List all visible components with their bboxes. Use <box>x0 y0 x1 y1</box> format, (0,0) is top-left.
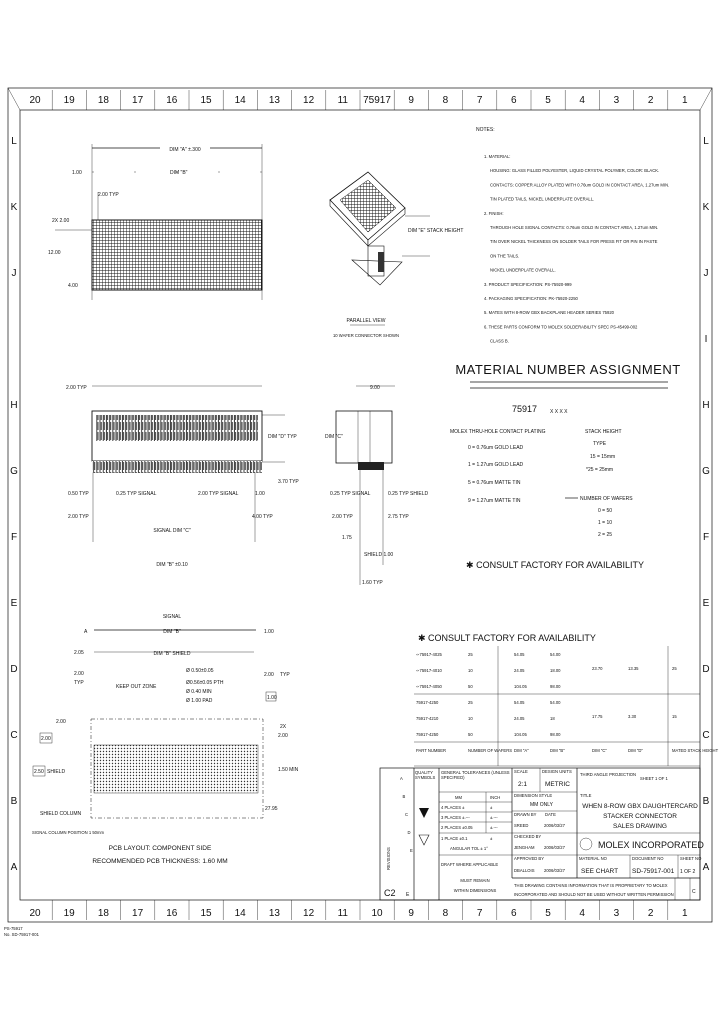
height-mid: 12.00 <box>48 250 61 256</box>
zone-row-label: H <box>10 400 18 411</box>
mna-wafers-header: NUMBER OF WAFERS <box>580 496 633 502</box>
tol-val: ± <box>490 836 493 841</box>
iso-subtitle: 10 WAFER CONNECTOR SHOWN <box>332 333 400 338</box>
hole-spec: Ø 1.00 PAD <box>186 698 213 704</box>
zone-columns-top <box>29 90 688 110</box>
mna-left-option: 1 = 1.27um GOLD LEAD <box>468 462 524 468</box>
mna-left-option: 0 = 0.76um GOLD LEAD <box>468 445 524 451</box>
note-line: 6. THESE PARTS CONFORM TO MOLEX SOLDERABILITY SPEC PS-45499-002 <box>484 324 638 330</box>
mna-left-option: 5 = 0.76um MATTE TIN <box>468 480 521 486</box>
tol-row: 4 PLACES ± <box>441 805 465 810</box>
note-line: TIN OVER NICKEL THICKNESS ON SOLDER TAILS FOR PRESS FIT OR PIN IN PASTE <box>490 239 658 245</box>
zone-column-label: 17 <box>132 95 144 106</box>
zone-column-label: 19 <box>63 95 75 106</box>
pcb-pos-label: 27.95 <box>265 806 278 812</box>
company: MOLEX INCORPORATED <box>598 840 704 850</box>
zone-row-label: E <box>10 598 18 609</box>
approved-date: 2006/03/27 <box>544 868 565 873</box>
table-cell: 75917-4210 <box>416 716 439 721</box>
zone-column-label: 15 <box>200 908 212 919</box>
table-cell: 3.30 <box>628 714 637 719</box>
pcb-signal: SIGNAL <box>162 614 182 620</box>
approved-by: DBALLOIS <box>514 868 535 873</box>
dim-left: 1.00 <box>72 170 82 176</box>
hole-spec: Ø 0.40 MIN <box>186 689 212 695</box>
note-line: 3. PRODUCT SPECIFICATION: PS-75920-999 <box>484 281 572 287</box>
mna-right-option: *25 = 25mm <box>586 467 614 473</box>
mna-right-option: 15 = 15mm <box>590 454 616 460</box>
design-units-label: DESIGN UNITS <box>542 769 572 774</box>
note-line: THROUGH HOLE SIGNAL CONTACTS: 0.76um GOLD IN CONTACT AREA, 1.27um MIN. <box>490 225 659 230</box>
pcb-right-typ: TYP <box>280 672 290 678</box>
drawn-by-label: DRAWN BY <box>514 812 537 817</box>
dim-style-label: DIMENSION STYLE <box>514 793 553 798</box>
mna-base: 75917 <box>512 404 538 414</box>
note-line: CONTACTS: COPPER ALLOY PLATED WITH 0.76um GOLD IN CONTACT AREA, 1.27um MIN. <box>490 182 670 188</box>
front-view <box>66 385 299 568</box>
note-line: NICKEL UNDERPLATE OVERALL. <box>490 267 556 273</box>
projection: THIRD ANGLE PROJECTION <box>580 772 637 777</box>
note-line: 2. FINISH: <box>484 210 504 216</box>
front-d4: 1.00 <box>255 491 265 497</box>
zone-column-label: 5 <box>545 908 551 919</box>
hole-spec: Ø0.56±0.05 PTH <box>186 680 224 686</box>
zone-column-label: 12 <box>303 95 315 106</box>
table-header: DIM "B" <box>550 748 565 753</box>
zone-column-label: 9 <box>408 95 414 106</box>
corner-note: PS-75917 <box>4 926 23 931</box>
side-s6: SHIELD 1.00 <box>364 552 394 558</box>
sheet-no: 1 OF 2 <box>680 869 696 875</box>
pcb-left-typ: TYP <box>74 680 84 686</box>
zone-row-label: E <box>702 598 710 609</box>
zone-row-label: L <box>11 136 17 147</box>
dim-b: DIM "B" <box>170 170 188 176</box>
table-cell: 13.35 <box>628 666 639 671</box>
zone-column-label: 15 <box>200 95 212 106</box>
zone-row-label: B <box>702 796 710 807</box>
zone-row-label: I <box>704 334 708 345</box>
mna-left-header: MOLEX THRU-HOLE CONTACT PLATING <box>450 429 546 435</box>
zone-column-label: 7 <box>476 908 483 919</box>
mna-wafers-option: 2 = 25 <box>598 532 613 538</box>
within-dim: WITHIN DIMENSIONS <box>453 888 497 893</box>
iso-view <box>330 172 463 338</box>
table-cell: 54.00 <box>550 652 561 657</box>
notes-title: NOTES: <box>476 127 495 133</box>
mna-right-option: TYPE <box>593 441 607 447</box>
mna-left-option: 9 = 1.27um MATTE TIN <box>468 498 521 504</box>
pitch-label: 2.00 TYP <box>98 192 119 198</box>
zone-column-label: 13 <box>268 95 280 106</box>
title-block <box>380 768 704 900</box>
revision-letter: D <box>407 830 411 835</box>
scale-label: SCALE <box>514 769 528 774</box>
mna-wafers-option: 1 = 10 <box>598 520 613 526</box>
zone-column-label: 8 <box>442 908 449 919</box>
zone-row-label: F <box>10 532 18 543</box>
zone-column-label: 1 <box>682 95 688 106</box>
table-cell: ✑75917-4010 <box>416 668 442 673</box>
pcb-box-a: 2.00 <box>41 736 51 742</box>
gen-tol-box <box>441 770 511 782</box>
gen-tol: GENERAL TOLERANCES (UNLESS SPECIFIED) <box>441 770 510 780</box>
zone-row-label: J <box>11 268 17 279</box>
note-line: TIN PLATED TAILS, NICKEL UNDERPLATE OVERALL. <box>490 196 595 202</box>
pcb-caption-2: RECOMMENDED PCB THICKNESS: 1.60 MM <box>92 858 228 865</box>
front-bottom: DIM "B" ±0.10 <box>156 562 188 568</box>
table-header: DIM "A" <box>514 748 529 753</box>
zone-row-label: G <box>10 466 18 477</box>
zone-row-label: F <box>702 532 710 543</box>
quality-symbols: QUALITY SYMBOLS <box>415 770 436 780</box>
zone-column-label: 17 <box>132 908 144 919</box>
table-cell: 75917-4250 <box>416 700 439 705</box>
quality-triangle-icon <box>419 808 429 818</box>
table-cell: 54.05 <box>514 700 525 705</box>
tol-row: 1 PLACE ±0.1 <box>441 836 468 841</box>
tol-val: ±.--- <box>490 825 498 830</box>
table-cell: 23.70 <box>592 666 603 671</box>
note-line: 5. MATES WITH 8-ROW GBX BACKPLANE HEADER SERIES 75920 <box>484 310 615 316</box>
zone-rows-right <box>702 136 710 873</box>
revision-letter: C <box>405 812 409 817</box>
checked-label: CHECKED BY <box>514 834 542 839</box>
table-consult: ✱ CONSULT FACTORY FOR AVAILABILITY <box>418 633 596 643</box>
revision-letter: B <box>402 794 406 799</box>
mna-wafers-option: 0 = 50 <box>598 508 613 514</box>
zone-row-label: B <box>10 796 18 807</box>
zone-row-label: K <box>10 202 18 213</box>
pcb-shield: SHIELD <box>47 769 66 775</box>
zone-column-label: 7 <box>476 95 483 106</box>
side-dim-top: 9.00 <box>370 385 380 391</box>
tol-row: 3 PLACES ±.--- <box>441 815 470 820</box>
front-d6: 4.00 TYP <box>252 514 273 520</box>
zone-column-label: 75917 <box>363 95 391 106</box>
table-cell: 24.05 <box>514 668 525 673</box>
drawn-date: 2006/03/27 <box>544 823 565 828</box>
zone-row-label: C <box>10 730 18 741</box>
dim-style: MM ONLY <box>530 802 553 808</box>
quality-symbols-box <box>415 770 438 782</box>
zone-column-label: 6 <box>511 95 517 106</box>
height-bottom: 4.00 <box>68 283 78 289</box>
zone-row-label: K <box>702 202 710 213</box>
note-line: 4. PACKAGING SPECIFICATION: PK-75920-2250 <box>484 296 578 301</box>
zone-column-label: 4 <box>579 908 585 919</box>
rev-id: E <box>406 892 410 898</box>
side-view <box>325 385 429 586</box>
mna-title: MATERIAL NUMBER ASSIGNMENT <box>455 362 681 377</box>
side-s7: 1.60 TYP <box>362 580 383 586</box>
sheet-rev: C2 <box>384 888 396 898</box>
pcb-box-b: 2.00 <box>56 719 66 725</box>
quality-triangle-outline-icon <box>419 835 429 845</box>
part-table <box>414 633 719 766</box>
pcb-dim-top: DIM "B" <box>163 629 181 635</box>
zone-row-label: D <box>10 664 18 675</box>
row-pitch: 2X 2.00 <box>52 218 70 224</box>
table-header: DIM "D" <box>628 748 643 753</box>
zone-row-label: C <box>702 730 710 741</box>
sheet-no-label: SHEET NO <box>680 856 702 861</box>
tol-val: ± <box>490 805 493 810</box>
pcb-caption-1: PCB LAYOUT: COMPONENT SIDE <box>108 845 212 852</box>
shield-column: SHIELD COLUMN <box>40 811 82 817</box>
front-signal: SIGNAL DIM "C" <box>153 528 191 534</box>
proprietary: INCORPORATED AND SHOULD NOT BE USED WITHOUT WRITTEN PERMISSION <box>514 892 674 897</box>
side-dim-height: DIM "C" <box>325 434 343 440</box>
zone-column-label: 8 <box>442 95 449 106</box>
scale: 2:1 <box>518 781 528 788</box>
zone-column-label: 13 <box>268 908 280 919</box>
zone-column-label: 4 <box>579 95 585 106</box>
front-dim-tail: 3.70 TYP <box>278 479 299 485</box>
table-cell: 25 <box>468 700 473 705</box>
front-dim-right: DIM "D" TYP <box>268 434 297 440</box>
pcb-right-dim: 1.00 <box>264 629 274 635</box>
zone-column-label: 6 <box>511 908 517 919</box>
mna-suffix: X X X X <box>550 409 568 415</box>
zone-column-label: 10 <box>371 908 383 919</box>
side-s2: 0.25 TYP SHIELD <box>388 491 429 497</box>
zone-column-label: 19 <box>63 908 75 919</box>
table-cell: 17.75 <box>592 714 603 719</box>
title-label: TITLE <box>580 793 592 798</box>
title-line: STACKER CONNECTOR <box>603 813 677 820</box>
table-header: MATED STACK HEIGHT <box>672 748 719 753</box>
approved-label: APPROVED BY <box>514 856 545 861</box>
sheet: SHEET 1 OF 1 <box>640 776 668 781</box>
front-d3: 2.00 TYP SIGNAL <box>198 491 239 497</box>
table-cell: 75917-4250 <box>416 732 439 737</box>
material-label: MATERIAL NO <box>579 856 607 861</box>
design-units: METRIC <box>545 781 570 788</box>
zone-column-label: 11 <box>337 95 348 106</box>
zone-row-label: D <box>702 664 710 675</box>
corner-note: No. SD-75917-001 <box>4 932 39 937</box>
table-cell: 24.05 <box>514 716 525 721</box>
col-mm: MM <box>455 795 462 800</box>
zone-column-label: 20 <box>29 95 41 106</box>
pcb-signal-min: 1.50 MIN <box>278 767 299 773</box>
table-cell: 10 <box>468 668 473 673</box>
front-dim-top: 2.00 TYP <box>66 385 87 391</box>
note-line: CLASS B. <box>490 338 509 344</box>
proprietary: THIS DRAWING CONTAINS INFORMATION THAT IS PROPRIETARY TO MOLEX <box>514 883 668 888</box>
tol-row: ANGULAR TOL ± 1° <box>450 846 488 851</box>
zone-column-label: 5 <box>545 95 551 106</box>
notes <box>476 127 669 344</box>
note-line: 1. MATERIAL: <box>484 154 511 159</box>
table-cell: 18 <box>550 716 555 721</box>
zone-column-label: 16 <box>166 95 178 106</box>
draft: DRAFT WHERE APPLICABLE <box>441 862 499 867</box>
side-s4: 2.75 TYP <box>388 514 409 520</box>
zone-column-label: 16 <box>166 908 178 919</box>
table-cell: 54.05 <box>514 652 525 657</box>
table-cell: ✑75917-4025 <box>416 652 442 657</box>
side-s1: 0.25 TYP SIGNAL <box>330 491 371 497</box>
molex-logo-icon <box>580 838 592 850</box>
revision-letter: E <box>410 848 413 853</box>
table-cell: 25 <box>672 666 677 671</box>
checked-by: JENGHAM <box>514 845 535 850</box>
side-s3: 2.00 TYP <box>332 514 353 520</box>
zone-rows-left <box>10 136 18 873</box>
doc-label: DOCUMENT NO <box>632 856 664 861</box>
zone-column-label: 14 <box>234 908 246 919</box>
pcb-left-b: 2.05 <box>74 650 84 656</box>
keep-out-label: KEEP OUT ZONE <box>116 684 157 690</box>
material: SEE CHART <box>581 868 619 875</box>
table-cell: 98.00 <box>550 732 561 737</box>
table-header: PART NUMBER <box>416 748 447 753</box>
zone-column-label: 3 <box>613 95 620 106</box>
zone-column-label: 2 <box>647 95 654 106</box>
pcb-right-c: 2.00 <box>264 672 274 678</box>
drawn-by: SREED <box>514 823 529 828</box>
pcb-left-a: A <box>84 629 88 635</box>
front-d1: 0.50 TYP <box>68 491 89 497</box>
table-cell: 25 <box>468 652 473 657</box>
table-cell: ✑75917-4050 <box>416 684 442 689</box>
date-label: DATE <box>545 812 556 817</box>
table-cell: 50 <box>468 684 473 689</box>
table-cell: 15 <box>672 714 677 719</box>
signal-column: SIGNAL COLUMN POSITION 1 50mm <box>32 830 104 835</box>
table-cell: 18.00 <box>550 668 561 673</box>
front-d5: 2.00 TYP <box>68 514 89 520</box>
zone-column-label: 20 <box>29 908 41 919</box>
table-cell: 50 <box>468 732 473 737</box>
zone-row-label: G <box>702 466 710 477</box>
iso-title: PARALLEL VIEW <box>346 318 386 324</box>
zone-column-label: 11 <box>337 908 348 919</box>
zone-row-label: A <box>10 862 18 873</box>
pcb-right-box2: 2.00 <box>278 733 288 739</box>
table-header: NUMBER OF WAFERS <box>468 748 513 753</box>
pcb-right-box: 1.00 <box>267 695 277 701</box>
title-line: SALES DRAWING <box>613 823 667 830</box>
title-line: WHEN 8-ROW GBX DAUGHTERCARD <box>582 803 698 810</box>
zone-column-label: 9 <box>408 908 414 919</box>
col-inch: INCH <box>490 795 501 800</box>
tol-val: ±.--- <box>490 815 498 820</box>
revisions-label: REVISIONS <box>386 847 391 870</box>
zone-column-label: 18 <box>97 908 109 919</box>
table-cell: 98.00 <box>550 684 561 689</box>
checked-date: 2006/03/27 <box>544 845 565 850</box>
zone-column-label: 3 <box>613 908 620 919</box>
zone-column-label: 1 <box>682 908 688 919</box>
zone-column-label: 14 <box>234 95 246 106</box>
mna-right-header: STACK HEIGHT <box>585 429 622 435</box>
material-number-assignment <box>450 362 681 570</box>
rev-box: C <box>692 889 696 895</box>
zone-columns-bottom <box>29 900 688 920</box>
zone-row-label: H <box>702 400 710 411</box>
zone-column-label: 18 <box>97 95 109 106</box>
dim-a: DIM "A" ±.300 <box>169 147 201 153</box>
hole-spec: Ø 0.50±0.05 <box>186 668 214 674</box>
zone-row-label: A <box>702 862 710 873</box>
revision-letter: A <box>400 776 403 781</box>
front-d2: 0.25 TYP SIGNAL <box>116 491 157 497</box>
table-cell: 54.00 <box>550 700 561 705</box>
stack-height-label: DIM "E" STACK HEIGHT <box>408 228 464 234</box>
pcb-layout <box>32 614 299 865</box>
zone-row-label: J <box>703 268 709 279</box>
zone-column-label: 12 <box>303 908 315 919</box>
pcb-left-c: 2.00 <box>74 671 84 677</box>
table-header: DIM "C" <box>592 748 607 753</box>
tol-row: 2 PLACES ±0.05 <box>441 825 473 830</box>
pcb-box-c: 2.50 <box>34 769 44 775</box>
note-line: HOUSING: GLASS FILLED POLYESTER, LIQUID CRYSTAL POLYMER, COLOR: BLACK. <box>490 168 660 174</box>
must-remain: MUST REMAIN <box>460 878 490 883</box>
top-view <box>48 144 262 300</box>
table-cell: 104.05 <box>514 732 527 737</box>
side-s5: 1.75 <box>342 535 352 541</box>
zone-row-label: L <box>703 136 709 147</box>
pcb-dim-shield: DIM "B" SHIELD <box>153 651 191 657</box>
table-cell: 10 <box>468 716 473 721</box>
mna-consult: ✱ CONSULT FACTORY FOR AVAILABILITY <box>466 560 644 570</box>
zone-column-label: 2 <box>647 908 654 919</box>
pcb-right-2x: 2X <box>280 724 287 730</box>
note-line: ON THE TAILS. <box>490 253 520 259</box>
doc: SD-75917-001 <box>632 868 675 875</box>
table-cell: 104.05 <box>514 684 527 689</box>
